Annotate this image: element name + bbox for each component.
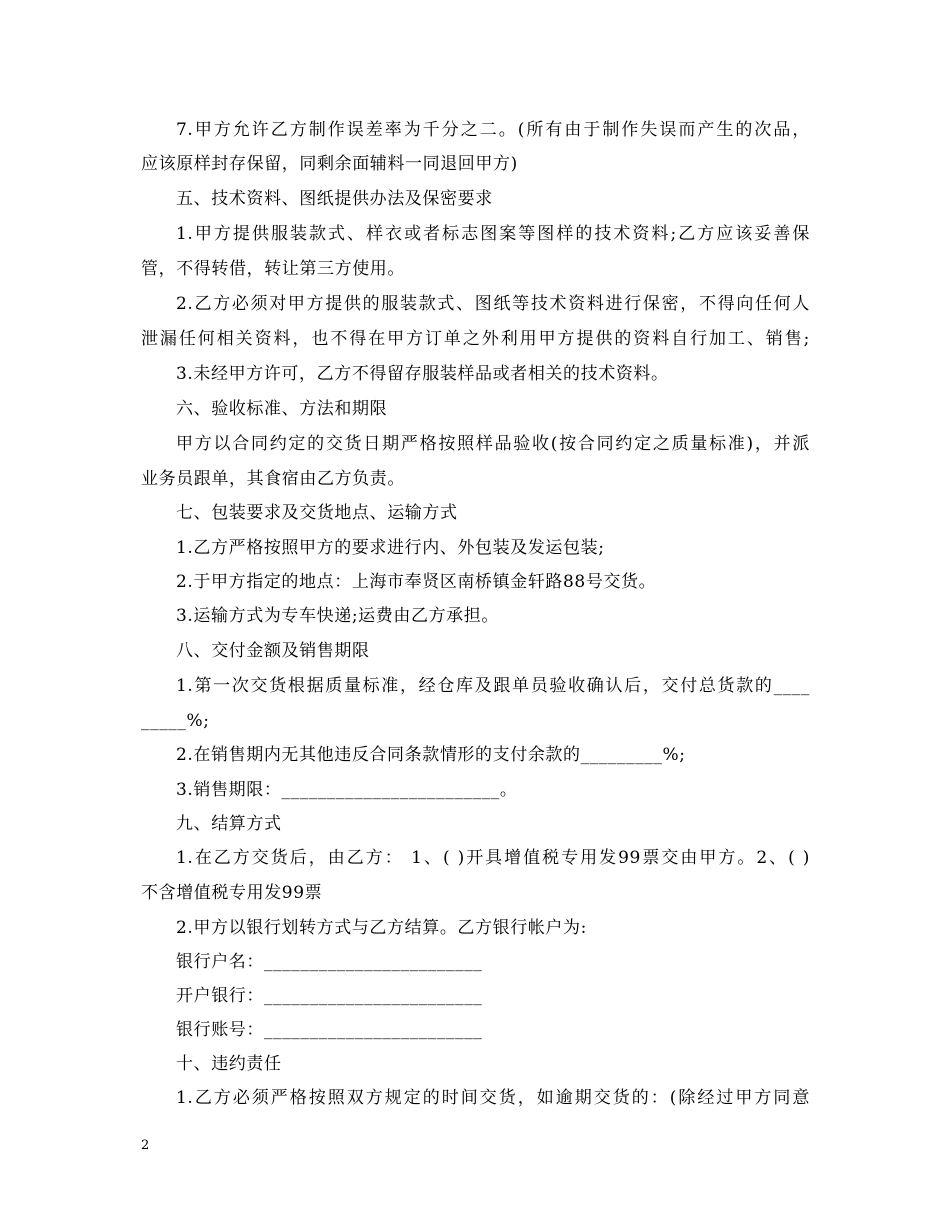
paragraph-line: 业务员跟单，其食宿由乙方负责。 [141,469,405,489]
paragraph-line: 2.乙方必须对甲方提供的服装款式、图纸等技术资料进行保密，不得向任何人 [176,294,810,314]
paragraph-line: 1.乙方严格按照甲方的要求进行内、外包装及发运包装; [176,538,605,558]
paragraph-line: 3.未经甲方许可，乙方不得留存服装样品或者相关的技术资料。 [176,364,669,384]
section-heading: 九、结算方式 [176,814,282,834]
paragraph-line: 1.乙方必须严格按照双方规定的时间交货，如逾期交货的：(除经过甲方同意 [176,1088,810,1108]
paragraph-line: 2.于甲方指定的地点：上海市奉贤区南桥镇金轩路88号交货。 [176,572,657,592]
paragraph-line: 3.运输方式为专车快递;运费由乙方承担。 [176,606,499,626]
section-heading: 六、验收标准、方法和期限 [176,399,388,419]
form-field-line: 银行账号：________________________ [176,1020,483,1040]
paragraph-line: 2.甲方以银行划转方式与乙方结算。乙方银行帐户为: [176,918,587,938]
paragraph-line: 1.甲方提供服装款式、样衣或者标志图案等图样的技术资料;乙方应该妥善保 [176,224,810,244]
paragraph-line: 3.销售期限：________________________。 [176,780,518,800]
paragraph-line: _____%; [141,711,210,731]
paragraph-line: 甲方以合同约定的交货日期严格按照样品验收(按合同约定之质量标准)，并派 [176,434,810,454]
form-field-line: 银行户名：________________________ [176,952,483,972]
section-heading: 十、违约责任 [176,1054,282,1074]
paragraph-line: 管，不得转借，转让第三方使用。 [141,259,405,279]
paragraph-line: 2.在销售期内无其他违反合同条款情形的支付余款的_________%; [176,745,686,765]
paragraph-line: 7.甲方允许乙方制作误差率为千分之二。(所有由于制作失误而产生的次品， [176,120,810,140]
section-heading: 五、技术资料、图纸提供办法及保密要求 [176,189,493,209]
page-number: 2 [141,1138,150,1153]
section-heading: 七、包装要求及交货地点、运输方式 [176,503,458,523]
paragraph-line: 1.在乙方交货后，由乙方： 1、( )开具增值税专用发99票交由甲方。2、( ) [176,848,810,868]
form-field-line: 开户银行：________________________ [176,986,483,1006]
paragraph-line: 1.第一次交货根据质量标准，经仓库及跟单员验收确认后，交付总货款的____ [176,676,810,696]
paragraph-line: 不含增值税专用发99票 [141,883,323,903]
paragraph-line: 应该原样封存保留，同剩余面辅料一同退回甲方) [141,154,518,174]
section-heading: 八、交付金额及销售期限 [176,641,370,661]
paragraph-line: 泄漏任何相关资料，也不得在甲方订单之外利用甲方提供的资料自行加工、销售; [141,329,810,349]
